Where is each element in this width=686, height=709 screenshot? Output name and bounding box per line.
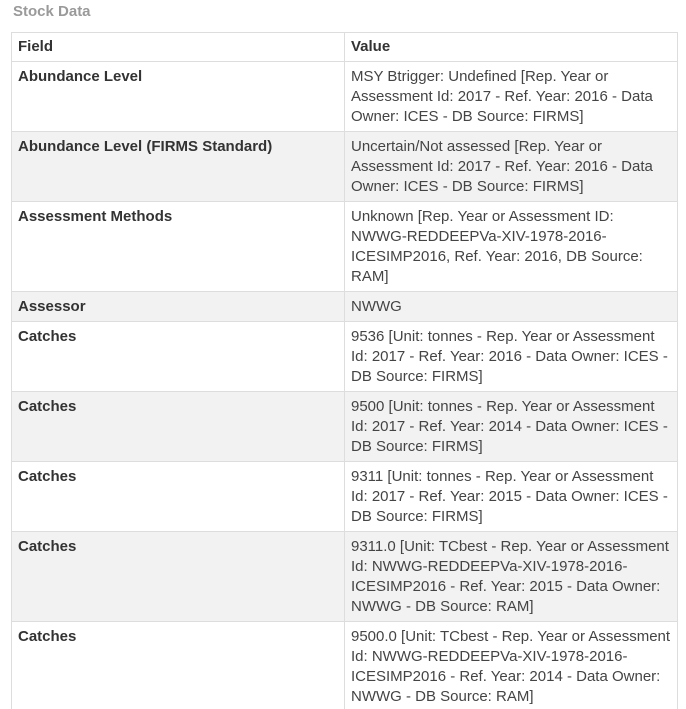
table-row (12, 292, 678, 322)
field-cell: Abundance Level (FIRMS Standard) (12, 132, 345, 202)
value-cell: 9500 [Unit: tonnes - Rep. Year or Assessment Id: 2017 - Ref. Year: 2014 - Data Owner: ICES - DB Source: FIRMS] (345, 392, 678, 462)
table-row (12, 622, 678, 709)
field-cell: Assessor (12, 292, 345, 322)
column-header-value: Value (345, 33, 678, 62)
field-cell: Catches (12, 392, 345, 462)
field-cell: Catches (12, 622, 345, 709)
field-cell: Catches (12, 532, 345, 622)
column-header-field: Field (12, 33, 345, 62)
stock-data-table-container (11, 32, 677, 709)
table-row (12, 462, 678, 532)
value-cell: MSY Btrigger: Undefined [Rep. Year or Assessment Id: 2017 - Ref. Year: 2016 - Data Owner: ICES - DB Source: FIRMS] (345, 62, 678, 132)
value-cell: 9500.0 [Unit: TCbest - Rep. Year or Assessment Id: NWWG-REDDEEPVa-XIV-1978-2016-ICESIMP2016 - Ref. Year: 2014 - Data Owner: NWWG - DB Source: RAM] (345, 622, 678, 709)
table-header-row (12, 33, 678, 62)
value-cell: 9311 [Unit: tonnes - Rep. Year or Assessment Id: 2017 - Ref. Year: 2015 - Data Owner: ICES - DB Source: FIRMS] (345, 462, 678, 532)
table-row (12, 392, 678, 462)
stock-data-table (11, 32, 678, 709)
value-cell: Uncertain/Not assessed [Rep. Year or Assessment Id: 2017 - Ref. Year: 2016 - Data Owner: ICES - DB Source: FIRMS] (345, 132, 678, 202)
field-cell: Abundance Level (12, 62, 345, 132)
table-row (12, 322, 678, 392)
table-row (12, 132, 678, 202)
table-row (12, 202, 678, 292)
value-cell: NWWG (345, 292, 678, 322)
field-cell: Catches (12, 322, 345, 392)
value-cell: 9536 [Unit: tonnes - Rep. Year or Assessment Id: 2017 - Ref. Year: 2016 - Data Owner: ICES - DB Source: FIRMS] (345, 322, 678, 392)
section-title: Stock Data (13, 3, 91, 20)
value-cell: Unknown [Rep. Year or Assessment ID: NWWG-REDDEEPVa-XIV-1978-2016-ICESIMP2016, Ref. Year: 2016, DB Source: RAM] (345, 202, 678, 292)
field-cell: Catches (12, 462, 345, 532)
table-row (12, 62, 678, 132)
value-cell: 9311.0 [Unit: TCbest - Rep. Year or Assessment Id: NWWG-REDDEEPVa-XIV-1978-2016-ICESIMP2016 - Ref. Year: 2015 - Data Owner: NWWG - DB Source: RAM] (345, 532, 678, 622)
field-cell: Assessment Methods (12, 202, 345, 292)
table-row (12, 532, 678, 622)
